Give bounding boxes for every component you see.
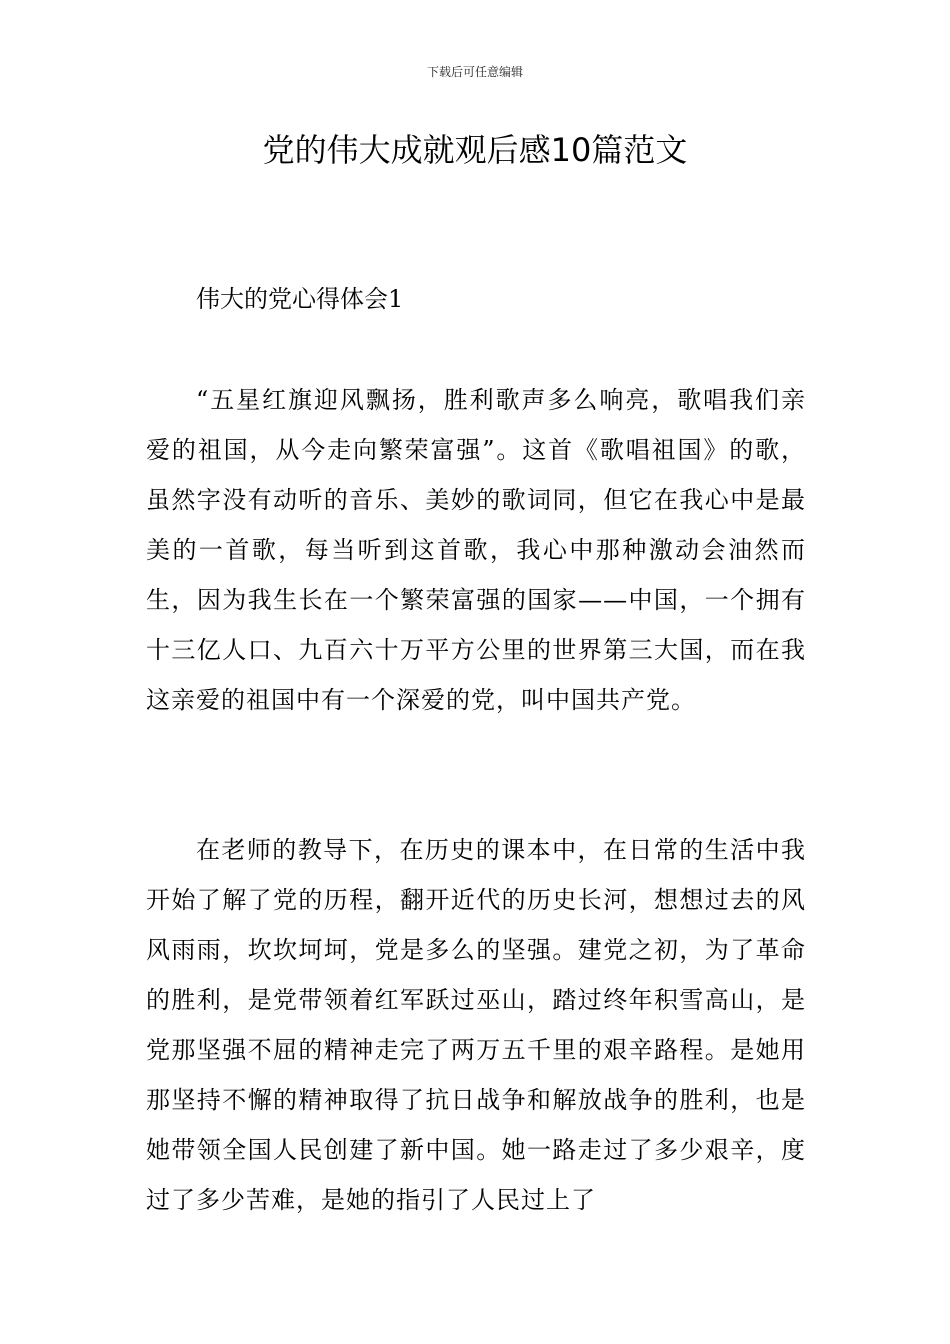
header-note: 下载后可任意编辑 xyxy=(426,65,523,79)
body-paragraph: “五星红旗迎风飘扬，胜利歌声多么响亮，歌唱我们亲爱的祖国，从今走向繁荣富强”。这首《歌唱祖国》的歌，虽然字没有动听的音乐、美妙的歌词同，但它在我心中是最美的一首歌，每当听到这首歌，我心中那种激动会油然而生，因为我生长在一个繁荣富强的国家——中国，一个拥有十三亿人口、九百六十万平方公里的世界第三大国，而在我这亲爱的祖国中有一个深爱的党，叫中国共产党。 xyxy=(146,386,806,714)
body-paragraph: 在老师的教导下，在历史的课本中，在日常的生活中我开始了解了党的历程，翻开近代的历史长河，想想过去的风风雨雨，坎坎坷坷，党是多么的坚强。建党之初，为了革命的胜利，是党带领着红军跃过巫山，踏过终年积雪高山，是党那坚强不屈的精神走完了两万五千里的艰辛路程。是她用那坚持不懈的精神取得了抗日战争和解放战争的胜利，也是她带领全国人民创建了新中国。她一路走过了多少艰辛，度过了多少苦难，是她的指引了人民过上了 xyxy=(146,836,806,1214)
document-title: 党的伟大成就观后感10篇范文 xyxy=(262,131,688,169)
section-heading: 伟大的党心得体会1 xyxy=(196,285,404,313)
